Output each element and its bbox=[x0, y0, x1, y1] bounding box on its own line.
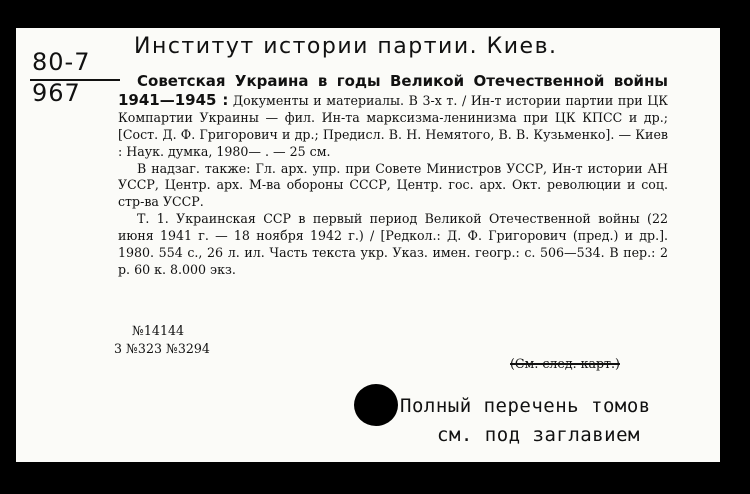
catalog-numbers: 3 №323 №3294 bbox=[114, 341, 210, 356]
inventory-number: №14144 bbox=[132, 323, 184, 338]
stamp-line-2: см. под заглавием bbox=[437, 424, 640, 446]
record-title: Советская Украина в годы Великой Отечественной войны 1941—1945 : bbox=[118, 72, 668, 109]
handwritten-organization: Институт истории партии. Киев. bbox=[134, 34, 558, 59]
record-description: Документы и материалы. В 3-х т. / Ин-т истории партии при ЦК Компартии Украины — фил. Ин-та марксизма-ленинизма при ЦК КПСС и др.; [Сост. Д. Ф. Григорович и др.; Предисл. В. Н. Немятого, В. В. Кузьменко]. — Киев : Наук. думка, 1980— . — 25 см. bbox=[118, 92, 669, 159]
call-number-top: 80-7 bbox=[32, 48, 91, 76]
record-main-entry bbox=[118, 72, 668, 161]
stamp-line-1: Полный перечень томов bbox=[400, 395, 651, 417]
call-number-bottom: 967 bbox=[32, 79, 81, 107]
record-volume: Т. 1. Украинская ССР в первый период Великой Отечественной войны (22 июня 1941 г. — 18 ноября 1942 г.) / [Редкол.: Д. Ф. Григорович (пред.) и др.]. 1980. 554 с., 26 л. ил. Часть текста укр. Указ. имен. геогр.: с. 506—534. В пер.: 2 р. 60 к. 8.000 экз. bbox=[118, 211, 668, 277]
struck-reference: (См. след. карт.) bbox=[510, 356, 620, 371]
ink-blot bbox=[354, 384, 398, 426]
bibliographic-record bbox=[118, 72, 668, 279]
catalog-card bbox=[16, 28, 720, 462]
record-note: В надзаг. также: Гл. арх. упр. при Совете Министров УССР, Ин-т истории АН УССР, Центр. арх. М-ва обороны СССР, Центр. гос. арх. Окт. революции и соц. стр-ва УССР. bbox=[118, 160, 668, 210]
